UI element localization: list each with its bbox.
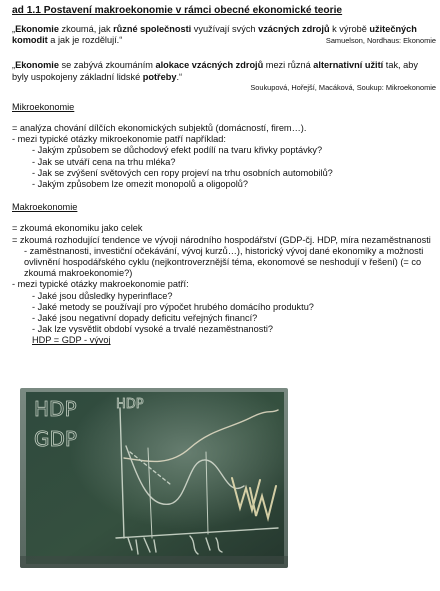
micro-question: - Jakým způsobem se důchodový efekt podílí na tvaru křivky poptávky? xyxy=(32,145,323,156)
quote-soukupova xyxy=(12,60,436,92)
document-page xyxy=(12,4,436,347)
micro-title: Mikroekonomie xyxy=(12,101,75,112)
quote-fragment: zkoumá, jak xyxy=(58,24,114,34)
macro-question: - Jaké jsou negativní dopady deficitu veřejných financí? xyxy=(32,313,258,324)
micro-question: - Jakým způsobem lze omezit monopolů a oligopolů? xyxy=(32,179,249,190)
quote-source: Soukupová, Hořejší, Macáková, Soukup: Mikroekonomie xyxy=(250,82,436,92)
chalk-label: HDP xyxy=(116,397,144,412)
quote-term: Ekonomie xyxy=(15,24,59,34)
quote-fragment: se zabývá zkoumáním xyxy=(58,60,156,71)
macro-note: HDP = GDP - vývoj xyxy=(32,335,111,346)
macro-question: - Jaké jsou důsledky hyperinflace? xyxy=(32,290,173,301)
quote-fragment: a jak je rozdělují.“ xyxy=(47,35,123,46)
quote-mark: „ xyxy=(12,24,16,34)
quote-term: různé společnosti xyxy=(113,24,192,34)
micro-intro: - mezi typické otázky mikroekonomie patří například: xyxy=(12,134,226,145)
quote-samuelson xyxy=(12,24,436,46)
macro-definition-detail: = zkoumá rozhodující tendence ve vývoji národního hospodářství (GDP-čj. HDP, míra nezaměstnanosti - zaměstnanosti, investiční očekávání, vývoj kurzů…), historický vývoj dané ekonomiky a možnosti ovlivnění hospodářského cyklu (nejkontroverznější téma, ekonomové se neshodují v řešení) (= co zkoumá makroekonomie?) xyxy=(12,234,431,279)
quote-fragment: mezi různá xyxy=(263,60,314,71)
section-heading: ad 1.1 Postavení makroekonomie v rámci obecné ekonomické teorie xyxy=(12,5,343,16)
micro-question: - Jak se zvýšení světových cen ropy projeví na trhu osobních automobilů? xyxy=(32,167,333,178)
quote-term: užitečných komodit xyxy=(12,24,417,46)
quote-term: vzácných zdrojů xyxy=(258,24,330,34)
quote-fragment: k výrobě xyxy=(329,24,370,34)
quote-term: alternativní užití xyxy=(313,60,384,71)
quote-mark: „ xyxy=(12,60,16,71)
macro-title: Makroekonomie xyxy=(12,202,78,213)
micro-definition: = analýza chování dílčích ekonomických subjektů (domácností, firem…). xyxy=(12,123,307,134)
quote-term: potřeby xyxy=(142,71,177,82)
quote-source: Samuelson, Nordhaus: Ekonomie xyxy=(325,36,436,46)
macro-definition: = zkoumá ekonomiku jako celek xyxy=(12,223,143,234)
chalkboard-photo xyxy=(20,388,288,568)
quote-text xyxy=(12,60,436,82)
chalkboard-image xyxy=(20,388,288,568)
macro-question: - Jak lze vysvětlit období vysoké a trvalé nezaměstnanosti? xyxy=(32,324,274,335)
quote-term: Ekonomie xyxy=(15,60,59,71)
chalk-label: HDP xyxy=(34,397,77,421)
quote-term: alokace vzácných zdrojů xyxy=(155,60,264,71)
quote-fragment: využívají svých xyxy=(191,24,259,34)
macro-intro: - mezi typické otázky makroekonomie patří: xyxy=(12,279,189,290)
chalk-label: GDP xyxy=(34,427,77,451)
quote-fragment: tak, aby byly uspokojeny základní lidské xyxy=(12,60,418,82)
macro-question: - Jaké metody se používají pro výpočet hrubého domácího produktu? xyxy=(32,301,314,312)
micro-question: - Jak se utváří cena na trhu mléka? xyxy=(32,156,176,167)
quote-fragment: .“ xyxy=(176,71,183,82)
